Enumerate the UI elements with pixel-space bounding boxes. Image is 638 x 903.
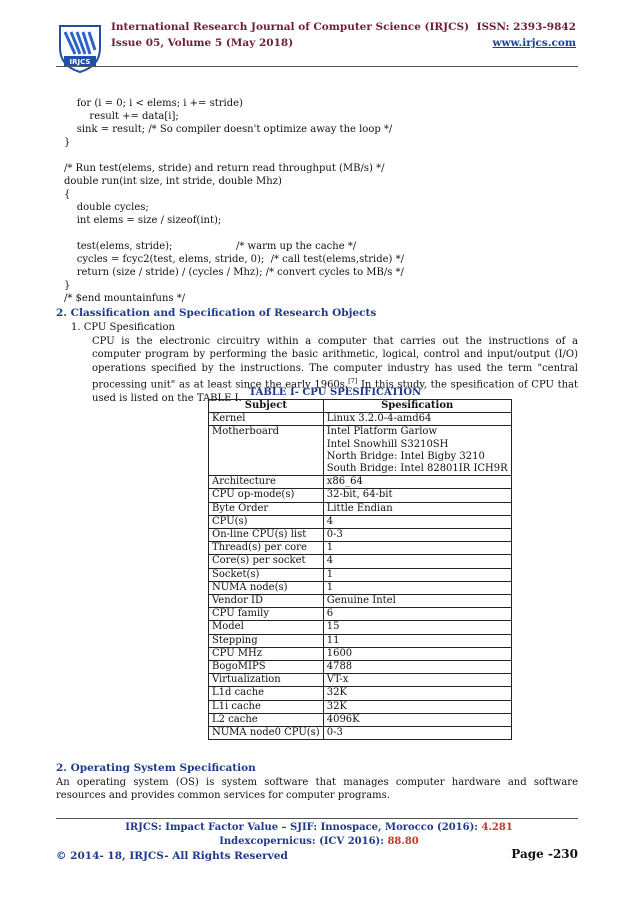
table-row: [209, 489, 512, 502]
table-row: [209, 426, 512, 476]
table-cell-subject: BogoMIPS: [209, 661, 324, 674]
code-line: /* Run test(elems, stride) and return read throughput (MB/s) */: [64, 163, 385, 174]
table-cell-spesification: VT-x: [323, 674, 511, 687]
code-line: {: [64, 189, 71, 200]
table-cell-spesification: 15: [323, 621, 511, 634]
journal-issue: Issue 05, Volume 5 (May 2018): [111, 37, 294, 49]
table-cell-spesification: 1600: [323, 647, 511, 660]
table-cell-subject: Virtualization: [209, 674, 324, 687]
citation-ref: [7]: [348, 377, 358, 386]
table-cell-subject: Socket(s): [209, 568, 324, 581]
table-cell-subject: CPU MHz: [209, 647, 324, 660]
table-row: [209, 634, 512, 647]
table-cell-subject: Model: [209, 621, 324, 634]
table-cell-subject: Thread(s) per core: [209, 542, 324, 555]
table-cell-subject: L2 cache: [209, 713, 324, 726]
footer-impact-line: [0, 822, 638, 833]
footer-divider: [56, 818, 578, 819]
table-row: [209, 515, 512, 528]
table-cell-subject: Motherboard: [209, 426, 324, 476]
code-line: test(elems, stride); /* warm up the cache */: [64, 241, 357, 252]
table-cell-spesification: 32-bit, 64-bit: [323, 489, 511, 502]
table-row: [209, 529, 512, 542]
table-cell-spesification: 4: [323, 555, 511, 568]
table-header-row: [209, 400, 512, 413]
table-cell-subject: L1i cache: [209, 700, 324, 713]
table-row: [209, 581, 512, 594]
table-cell-subject: Core(s) per socket: [209, 555, 324, 568]
cpu-paragraph-text: CPU is the electronic circuitry within a computer that carries out the instructions of a computer program by performing the basic arithmetic, logical, control and input/output (I/O) operations specified by the instructions. The computer industry has used the term "central processing unit" as at least since the early 1960s.: [92, 336, 578, 391]
table-row: [209, 413, 512, 426]
table-cell-subject: L1d cache: [209, 687, 324, 700]
code-line: }: [64, 137, 71, 148]
code-line: }: [64, 280, 71, 291]
table-cell-subject: CPU family: [209, 608, 324, 621]
code-listing: [64, 97, 404, 305]
section-heading-classification: 2. Classification and Specification of Research Objects: [56, 307, 377, 319]
footer-index-value: 88.80: [387, 836, 419, 847]
table-header-spesification: Spesification: [323, 400, 511, 413]
code-line: [64, 227, 404, 240]
table-cell-line: South Bridge: Intel 82801IR ICH9R: [326, 463, 508, 475]
code-line: [64, 149, 404, 162]
table-cell-subject: Stepping: [209, 634, 324, 647]
table-cell-line: Intel Platform Garlow: [326, 426, 438, 438]
table-row: [209, 502, 512, 515]
table-row: [209, 555, 512, 568]
footer-impact-label: IRJCS: Impact Factor Value – SJIF: Innospace, Morocco (2016):: [125, 822, 482, 833]
table-row: [209, 608, 512, 621]
section-heading-os: 2. Operating System Specification: [56, 762, 256, 774]
footer-copyright: © 2014- 18, IRJCS- All Rights Reserved: [56, 850, 288, 862]
table-cell-spesification: Linux 3.2.0-4-amd64: [323, 413, 511, 426]
code-line: cycles = fcyc2(test, elems, stride, 0); /* call test(elems,stride) */: [64, 254, 405, 265]
table-cell-subject: Architecture: [209, 476, 324, 489]
table-cell-spesification: [323, 426, 511, 476]
table-cell-subject: NUMA node0 CPU(s): [209, 727, 324, 740]
table-row: [209, 568, 512, 581]
table-cell-spesification: Little Endian: [323, 502, 511, 515]
table-cell-spesification: 0-3: [323, 529, 511, 542]
table-cell-subject: Kernel: [209, 413, 324, 426]
footer-index-line: [0, 836, 638, 847]
table-cell-subject: CPU(s): [209, 515, 324, 528]
table-row: [209, 476, 512, 489]
journal-title: International Research Journal of Computer Science (IRJCS): [111, 21, 470, 33]
table-cell-spesification: 32K: [323, 687, 511, 700]
footer-index-label: Indexcopernicus: (ICV 2016):: [219, 836, 388, 847]
table-cell-spesification: x86_64: [323, 476, 511, 489]
table-row: [209, 687, 512, 700]
table-row: [209, 700, 512, 713]
logo-text: IRJCS: [69, 58, 91, 66]
table-cell-line: Intel Snowhill S3210SH: [326, 438, 449, 450]
code-line: /* $end mountainfuns */: [64, 293, 186, 304]
table-cell-spesification: Genuine Intel: [323, 595, 511, 608]
table-cell-spesification: 11: [323, 634, 511, 647]
table-cell-subject: Byte Order: [209, 502, 324, 515]
table-row: [209, 595, 512, 608]
table-cell-spesification: 4788: [323, 661, 511, 674]
cpu-spec-table: [208, 399, 512, 740]
code-line: double cycles;: [64, 202, 149, 213]
table-cell-spesification: 4: [323, 515, 511, 528]
code-line: result += data[i];: [64, 111, 179, 122]
table-header-subject: Subject: [209, 400, 324, 413]
list-item-cpu-spesification: 1. CPU Spesification: [71, 322, 175, 333]
header-divider: [56, 66, 578, 67]
os-paragraph: An operating system (OS) is system software that manages computer hardware and software resources and provides common services for computer programs.: [56, 777, 578, 802]
table-cell-spesification: 0-3: [323, 727, 511, 740]
footer-impact-value: 4.281: [481, 822, 513, 833]
journal-url-link[interactable]: www.irjcs.com: [492, 37, 576, 49]
table-row: [209, 621, 512, 634]
table-cell-spesification: 6: [323, 608, 511, 621]
table-cell-spesification: 4096K: [323, 713, 511, 726]
table-row: [209, 727, 512, 740]
journal-issn: ISSN: 2393-9842: [476, 21, 576, 33]
table-cell-spesification: 1: [323, 581, 511, 594]
code-line: for (i = 0; i < elems; i += stride): [64, 98, 243, 109]
code-line: return (size / stride) / (cycles / Mhz); /* convert cycles to MB/s */: [64, 267, 404, 278]
table-cell-subject: On-line CPU(s) list: [209, 529, 324, 542]
code-line: int elems = size / sizeof(int);: [64, 215, 222, 226]
table-cell-subject: NUMA node(s): [209, 581, 324, 594]
table-row: [209, 542, 512, 555]
table-cell-subject: Vendor ID: [209, 595, 324, 608]
cpu-paragraph-end: In this study, the spesification of CPU that used is listed on the TABLE I.: [92, 379, 579, 404]
page-number: Page -230: [511, 847, 578, 861]
table-caption: TABLE I- CPU SPESIFICATION: [248, 387, 422, 398]
code-line: sink = result; /* So compiler doesn't optimize away the loop */: [64, 124, 393, 135]
table-cell-spesification: 32K: [323, 700, 511, 713]
table-row: [209, 661, 512, 674]
code-line: double run(int size, int stride, double Mhz): [64, 176, 282, 187]
table-row: [209, 647, 512, 660]
table-cell-subject: CPU op-mode(s): [209, 489, 324, 502]
table-cell-line: North Bridge: Intel Bigby 3210: [326, 450, 485, 462]
table-row: [209, 713, 512, 726]
table-cell-spesification: 1: [323, 542, 511, 555]
table-row: [209, 674, 512, 687]
table-cell-spesification: 1: [323, 568, 511, 581]
